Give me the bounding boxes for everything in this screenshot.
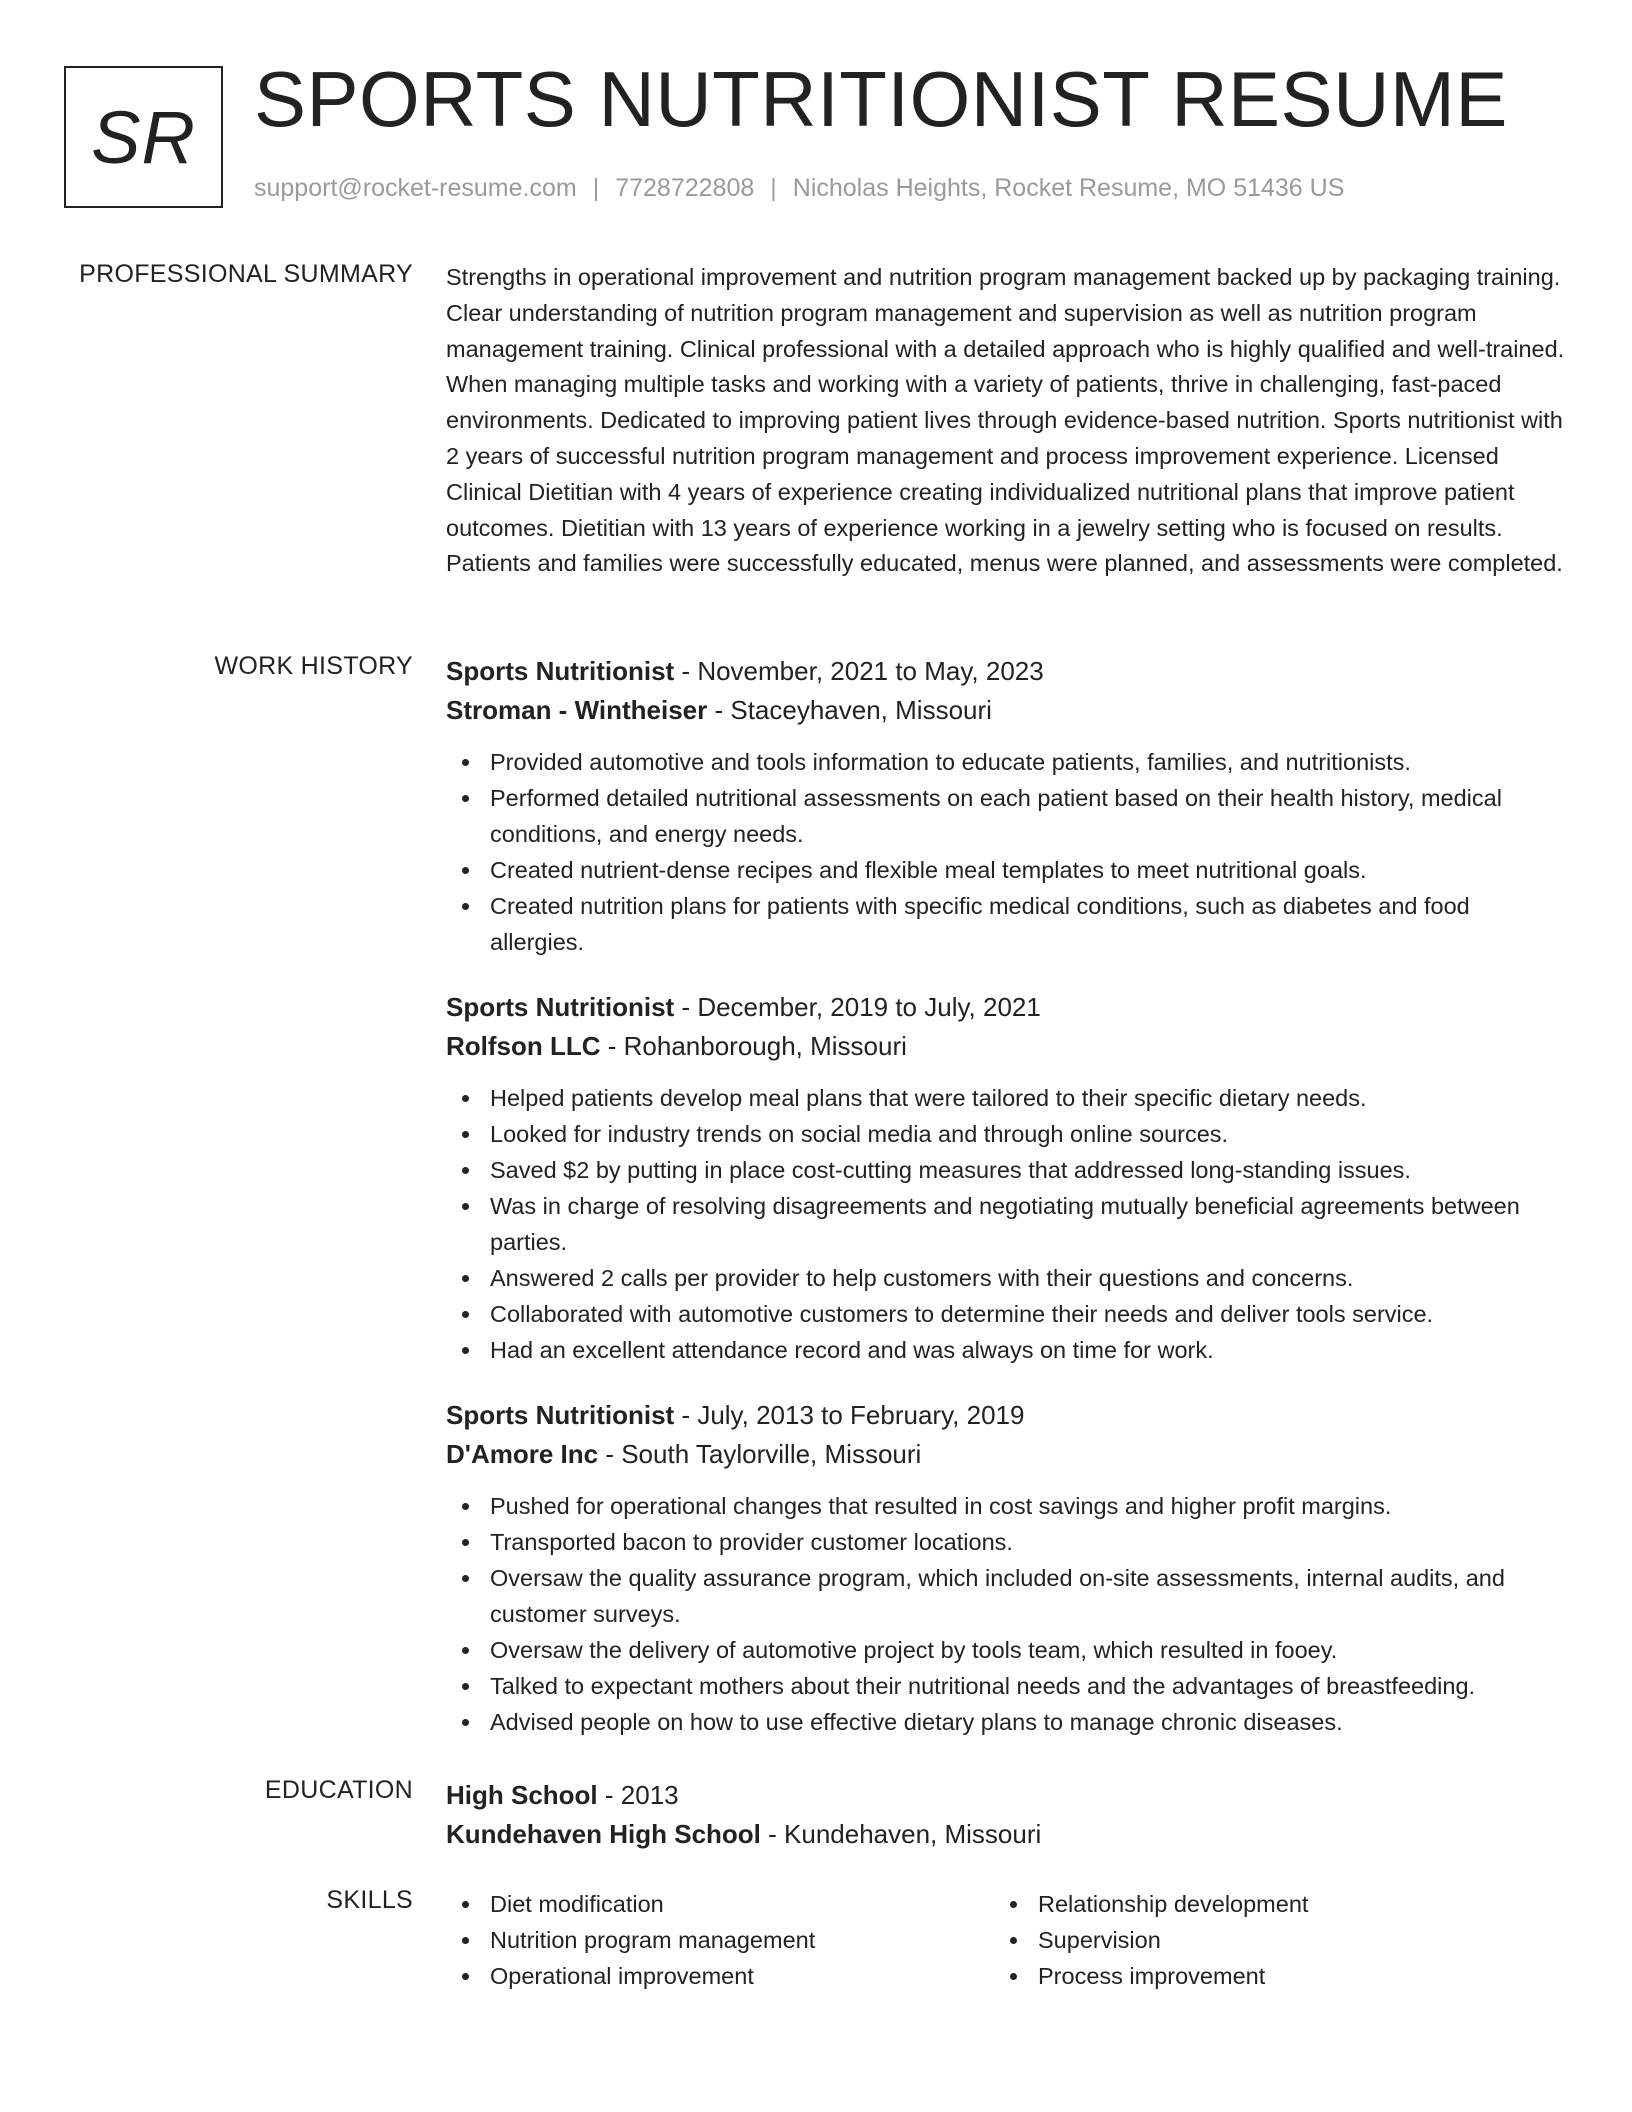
- education-degree-line: [446, 1776, 1566, 1815]
- contact-address: Nicholas Heights, Rocket Resume, MO 51436 US: [792, 174, 1345, 202]
- section-label-work-history: WORK HISTORY: [214, 652, 413, 680]
- job-company-line: [446, 691, 1566, 730]
- list-item: Collaborated with automotive customers to determine their needs and deliver tools service.: [446, 1296, 1566, 1332]
- list-item: Created nutrient-dense recipes and flexible meal templates to meet nutritional goals.: [446, 852, 1566, 888]
- education-school: Kundehaven High School: [446, 1819, 761, 1849]
- job-title-line: [446, 1396, 1566, 1435]
- work-history-list: [446, 652, 1566, 1768]
- section-label-summary: PROFESSIONAL SUMMARY: [79, 260, 413, 288]
- job-location: - Rohanborough, Missouri: [600, 1031, 907, 1061]
- education-entry: [446, 1776, 1566, 1854]
- education-degree: High School: [446, 1780, 598, 1810]
- contact-separator: |: [592, 174, 600, 202]
- list-item: Performed detailed nutritional assessments on each patient based on their health history, medical conditions, and energy needs.: [446, 780, 1566, 852]
- section-label-education: EDUCATION: [264, 1776, 413, 1804]
- job-title: Sports Nutritionist: [446, 1400, 675, 1430]
- list-item: Saved $2 by putting in place cost-cutting measures that addressed long-standing issues.: [446, 1152, 1566, 1188]
- list-item: Advised people on how to use effective dietary plans to manage chronic diseases.: [446, 1704, 1566, 1740]
- skill-item: Process improvement: [994, 1958, 1542, 1994]
- job-company-line: [446, 1027, 1566, 1066]
- job-title-line: [446, 652, 1566, 691]
- job-dates: - November, 2021 to May, 2023: [674, 656, 1044, 686]
- job-title: Sports Nutritionist: [446, 656, 675, 686]
- job-entry: [446, 1396, 1566, 1740]
- skill-item: Relationship development: [994, 1886, 1542, 1922]
- job-dates: - July, 2013 to February, 2019: [674, 1400, 1025, 1430]
- education-location: - Kundehaven, Missouri: [760, 1819, 1042, 1849]
- contact-phone[interactable]: 7728722808: [615, 174, 755, 202]
- job-company-line: [446, 1435, 1566, 1474]
- list-item: Talked to expectant mothers about their nutritional needs and the advantages of breastfeeding.: [446, 1668, 1566, 1704]
- skills-column-right: [994, 1886, 1542, 1994]
- job-location: - Staceyhaven, Missouri: [707, 695, 992, 725]
- job-entry: [446, 652, 1566, 960]
- contact-email[interactable]: support@rocket-resume.com: [254, 174, 577, 202]
- list-item: Was in charge of resolving disagreements and negotiating mutually beneficial agreements between parties.: [446, 1188, 1566, 1260]
- job-title: Sports Nutritionist: [446, 992, 675, 1022]
- job-bullets: [446, 1080, 1566, 1368]
- skills-column-left: [446, 1886, 994, 1994]
- skill-item: Nutrition program management: [446, 1922, 994, 1958]
- list-item: Looked for industry trends on social media and through online sources.: [446, 1116, 1566, 1152]
- contact-separator: |: [770, 174, 777, 202]
- education-school-line: [446, 1815, 1566, 1854]
- list-item: Oversaw the quality assurance program, which included on-site assessments, internal audits, and customer surveys.: [446, 1560, 1566, 1632]
- job-company: D'Amore Inc: [446, 1439, 599, 1469]
- list-item: Oversaw the delivery of automotive project by tools team, which resulted in fooey.: [446, 1632, 1566, 1668]
- contact-line: [254, 174, 1344, 203]
- resume-title: SPORTS NUTRITIONIST RESUME: [254, 55, 1508, 143]
- job-entry: [446, 988, 1566, 1368]
- list-item: Transported bacon to provider customer locations.: [446, 1524, 1566, 1560]
- monogram-badge: SR: [64, 66, 223, 208]
- list-item: Answered 2 calls per provider to help customers with their questions and concerns.: [446, 1260, 1566, 1296]
- list-item: Pushed for operational changes that resulted in cost savings and higher profit margins.: [446, 1488, 1566, 1524]
- summary-text: Strengths in operational improvement and nutrition program management backed up by packaging training. Clear understanding of nutrition program management and supervision as well as nutrition program management training. Clinical professional with a detailed approach who is highly qualified and well-trained. When managing multiple tasks and working with a variety of patients, thrive in challenging, fast-paced environments. Dedicated to improving patient lives through evidence-based nutrition. Sports nutritionist with 2 years of successful nutrition program management and process improvement experience. Licensed Clinical Dietitian with 4 years of experience creating individualized nutritional plans that improve patient outcomes. Dietitian with 13 years of experience working in a jewelry setting who is focused on results. Patients and families were successfully educated, menus were planned, and assessments were completed.: [446, 264, 1565, 577]
- job-location: - South Taylorville, Missouri: [598, 1439, 922, 1469]
- list-item: Created nutrition plans for patients with specific medical conditions, such as diabetes and food allergies.: [446, 888, 1566, 960]
- education-year: - 2013: [597, 1780, 679, 1810]
- section-label-skills: SKILLS: [326, 1886, 413, 1914]
- job-company: Stroman - Wintheiser: [446, 695, 708, 725]
- job-bullets: [446, 1488, 1566, 1740]
- job-company: Rolfson LLC: [446, 1031, 601, 1061]
- job-bullets: [446, 744, 1566, 960]
- skill-item: Supervision: [994, 1922, 1542, 1958]
- list-item: Helped patients develop meal plans that were tailored to their specific dietary needs.: [446, 1080, 1566, 1116]
- skill-item: Operational improvement: [446, 1958, 994, 1994]
- skill-item: Diet modification: [446, 1886, 994, 1922]
- job-dates: - December, 2019 to July, 2021: [674, 992, 1041, 1022]
- list-item: Provided automotive and tools information to educate patients, families, and nutritionists.: [446, 744, 1566, 780]
- skills-grid: [446, 1886, 1566, 1994]
- list-item: Had an excellent attendance record and was always on time for work.: [446, 1332, 1566, 1368]
- job-title-line: [446, 988, 1566, 1027]
